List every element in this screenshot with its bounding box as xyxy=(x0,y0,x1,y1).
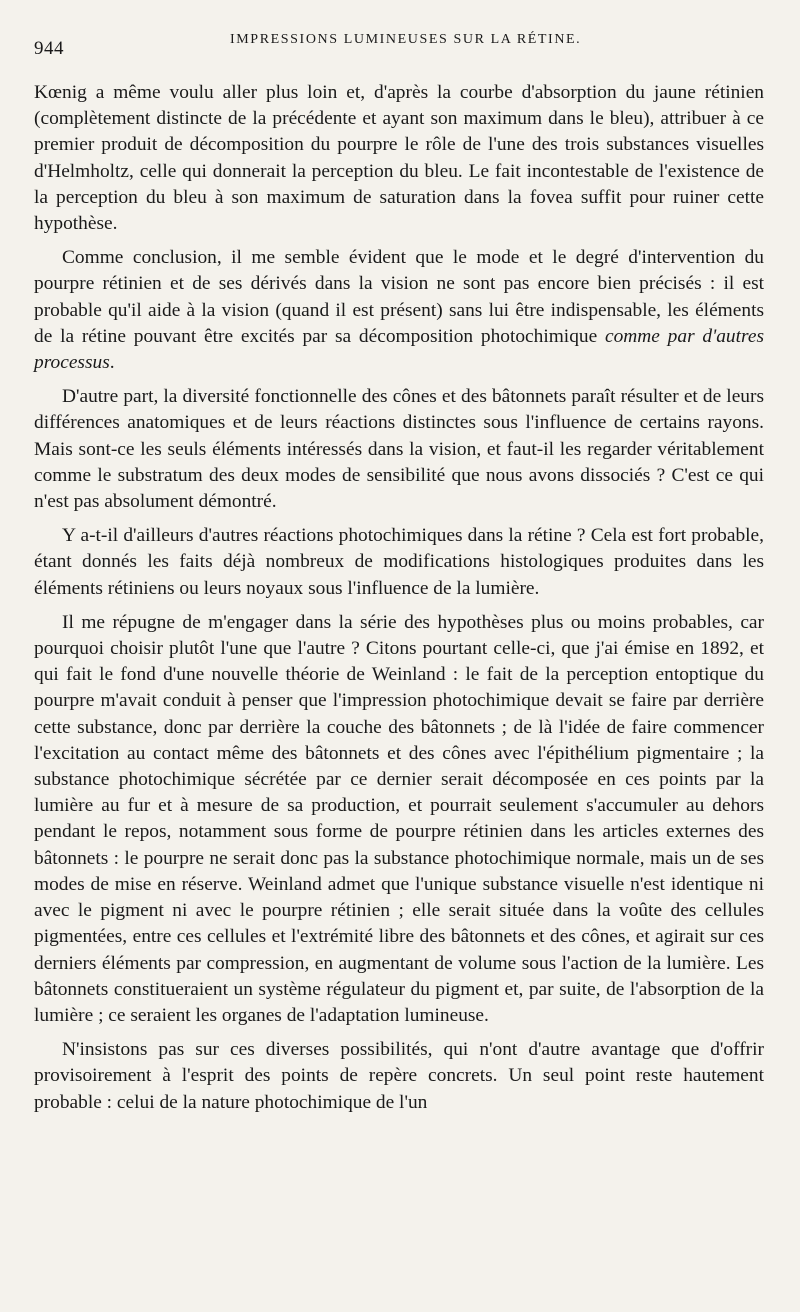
paragraph-conclusion-end: . xyxy=(109,352,115,374)
paragraph-conclusion-italic: comme par d'autres processus xyxy=(34,325,764,374)
paragraph-conclusion-text: Comme conclusion, il me semble évident que le mode et le degré d'intervention du pourpre rétinien et de ses dérivés dans la vision ne sont pas encore bien précisés : il est probable qu'il aide à la vision (quand il est présent) sans lui être indispensable, les éléments de la rétine pouvant être excités par sa décomposition photochimique xyxy=(34,247,764,347)
paragraph-insistons: N'insistons pas sur ces diverses possibilités, qui n'ont d'autre avantage que d'offrir provisoirement à l'esprit des points de repère concrets. Un seul point reste hautement probable : celui de la nature photochimique de l'un xyxy=(34,1039,764,1113)
paragraph-reactions: Y a-t-il d'ailleurs d'autres réactions photochimiques dans la rétine ? Cela est fort probable, étant donnés les faits déjà nombreux de modifications histologiques produites dans les éléments rétiniens ou leurs noyaux sous l'influence de la lumière. xyxy=(34,525,764,599)
page-header xyxy=(34,28,764,62)
paragraph-cones-batonnets: D'autre part, la diversité fonctionnelle des cônes et des bâtonnets paraît résulter et de leurs différences anatomiques et de leurs réactions distinctes sous l'influence de certains rayons. Mais sont-ce les seuls éléments intéressés dans la vision, et faut-il les regarder véritablement comme le substratum des deux modes de sensibilité que nous avons dissociés ? C'est ce qui n'est pas absolument démontré. xyxy=(34,386,764,513)
page-number: 944 xyxy=(34,38,64,59)
body-text xyxy=(34,80,764,1116)
paragraph-koenig: Kœnig a même voulu aller plus loin et, d'après la courbe d'absorption du jaune rétinien (complètement distincte de la précédente et ayant son maximum dans le bleu), attribuer à ce premier produit de décomposition du pourpre le rôle de l'une des trois substances visuelles d'Helmholtz, celle qui donnerait la perception du bleu. Le fait incontestable de l'existence de la perception du bleu à son maximum de saturation dans la fovea suffit pour ruiner cette hypothèse. xyxy=(34,82,764,235)
paragraph-hypotheses: Il me répugne de m'engager dans la série des hypothèses plus ou moins probables, car pourquoi choisir plutôt l'une que l'autre ? Citons pourtant celle-ci, que j'ai émise en 1892, et qui fait le fond d'une nouvelle théorie de Weinland : le fait de la perception entoptique du pourpre m'avait conduit à penser que l'impression photochimique devait se faire par derrière cette substance, donc par derrière la couche des bâtonnets ; de là l'idée de faire commencer l'excitation au contact même des bâtonnets et des cônes avec l'épithélium pigmentaire ; la substance photochimique sécrétée par ce dernier serait décomposée en ces points par la lumière au fur et à mesure de sa production, et pourrait seulement s'accumuler au dehors pendant le repos, notamment sous forme de pourpre rétinien dans les articles externes des bâtonnets : le pourpre ne serait donc pas la substance photochimique normale, mais un de ses modes de mise en réserve. Weinland admet que l'unique substance visuelle n'est identique ni avec le pigment ni avec le pourpre rétinien ; elle serait située dans la voûte des cellules pigmentées, entre ces cellules et l'extrémité libre des bâtonnets et des cônes, et agirait sur ces derniers éléments par compression, en augmentant de volume sous l'action de la lumière. Les bâtonnets constitueraient un système régulateur du pigment et, par suite, de l'absorption de la lumière ; ce seraient les organes de l'adaptation lumineuse. xyxy=(34,611,764,1026)
paragraph-conclusion xyxy=(34,245,764,376)
running-head: IMPRESSIONS LUMINEUSES SUR LA RÉTINE. xyxy=(230,32,582,47)
